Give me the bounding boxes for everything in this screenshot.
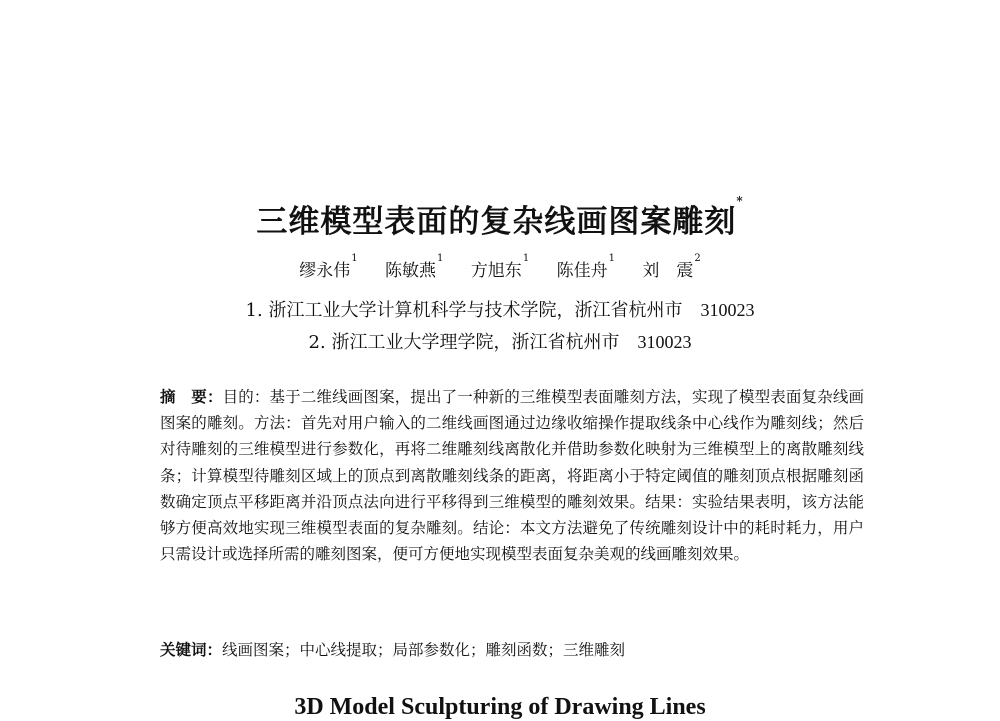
affiliation-1: [0, 296, 1000, 322]
affiliation-zip: 310023: [700, 300, 755, 320]
abstract-label: 摘 要：: [160, 387, 223, 406]
abstract-text: 目的：基于二维线画图案，提出了一种新的三维模型表面雕刻方法，实现了模型表面复杂线画图案的雕刻。方法：首先对用户输入的二维线画图通过边缘收缩操作提取线条中心线作为雕刻线；然后对待雕刻的三维模型进行参数化，再将二维雕刻线离散化并借助参数化映射为三维模型上的离散雕刻线条；计算模型待雕刻区域上的顶点到离散雕刻线条的距离，将距离小于特定阈值的雕刻顶点根据雕刻函数确定顶点平移距离并沿顶点法向进行平移得到三维模型的雕刻效果。结果：实验结果表明，该方法能够方便高效地实现三维模型表面的复杂雕刻。结论：本文方法避免了传统雕刻设计中的耗时耗力，用户只需设计或选择所需的雕刻图案，便可方便地实现模型表面复杂美观的线画雕刻效果。: [160, 388, 864, 564]
author-affil-mark: 1: [522, 253, 530, 264]
affiliation-text: 2. 浙江工业大学理学院，浙江省杭州市: [308, 332, 620, 353]
author-name: 缪永伟: [299, 261, 351, 281]
title-footnote-mark: *: [736, 194, 744, 208]
author-name: 方旭东: [470, 261, 522, 281]
affiliation-2: [0, 328, 1000, 354]
keywords-text: 线画图案；中心线提取；局部参数化；雕刻函数；三维雕刻: [222, 641, 626, 659]
author: [642, 253, 701, 281]
author-affil-mark: 2: [694, 253, 701, 264]
affiliation-text: 1. 浙江工业大学计算机科学与技术学院，浙江省杭州市: [245, 300, 683, 321]
author: [556, 253, 615, 281]
affiliation-zip: 310023: [637, 332, 692, 352]
author-affil-mark: 1: [437, 253, 444, 264]
abstract: [160, 384, 864, 567]
author-affil-mark: 1: [608, 253, 615, 264]
author: [385, 253, 444, 281]
author-list: [0, 253, 1000, 281]
keywords-label: 关键词：: [160, 640, 223, 659]
paper-title: [0, 196, 1000, 241]
author-affil-mark: 1: [351, 253, 358, 264]
author: [470, 253, 530, 281]
author-name: 陈敏燕: [385, 261, 437, 281]
author-name: 陈佳舟: [556, 261, 608, 281]
english-title: 3D Model Sculpturing of Drawing Lines: [294, 694, 706, 720]
author-name: 刘 震: [642, 261, 694, 281]
author: [299, 253, 358, 281]
keywords: [160, 638, 864, 660]
title-text: 三维模型表面的复杂线画图案雕刻: [256, 204, 737, 240]
